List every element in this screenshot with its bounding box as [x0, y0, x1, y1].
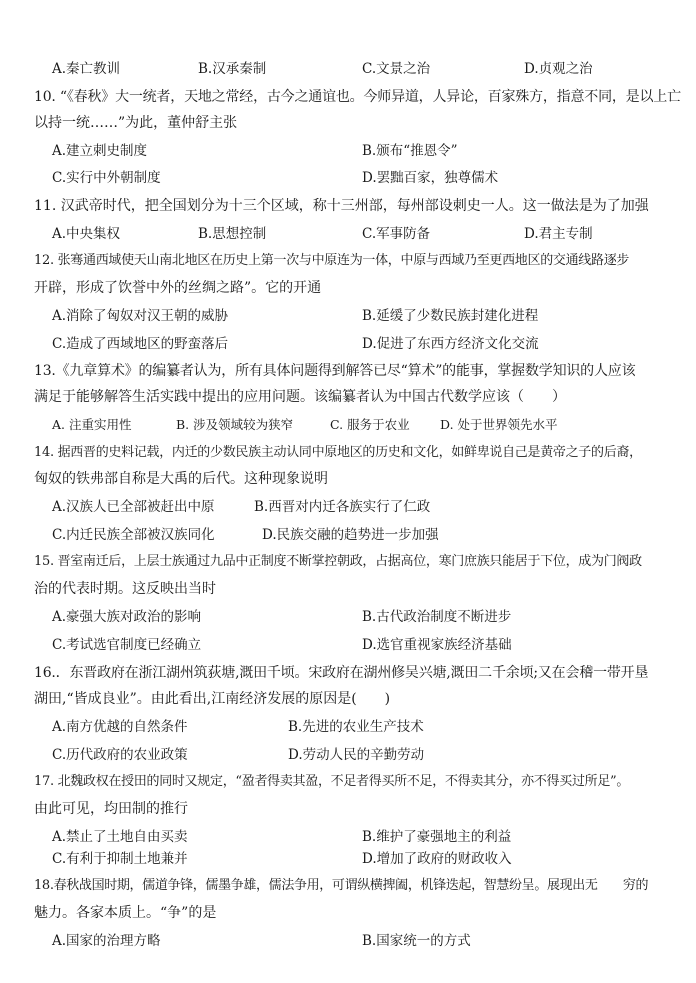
- option-a: A.国家的治理方略: [52, 933, 161, 949]
- question-stem-line: 魅力。各家本质上。“争”的是: [34, 905, 217, 921]
- option-d: D.促进了东西方经济文化交流: [362, 336, 539, 352]
- question-stem-line: 以持一统……”为此，董仲舒主张: [34, 115, 238, 131]
- option-c: C.考试选官制度已经确立: [52, 637, 202, 653]
- option-d: D.选官重视家族经济基础: [362, 637, 512, 653]
- option-a: A.南方优越的自然条件: [52, 719, 188, 735]
- option-c: C.造成了西域地区的野蛮落后: [52, 336, 229, 352]
- option-d: D.君主专制: [524, 226, 593, 242]
- option-b: B.西晋对内迁各族实行了仁政: [254, 499, 431, 515]
- option-a: A. 注重实用性: [52, 417, 132, 432]
- option-d: D. 处于世界领先水平: [440, 417, 558, 432]
- question-stem-line: 12. 张骞通西域使天山南北地区在历史上第一次与中原连为一体，中原与西域乃至更西地区的交通线路逐步: [34, 253, 630, 268]
- question-stem-line: 湖田,“皆成良业”。由此看出,江南经济发展的原因是( ): [34, 691, 391, 707]
- option-d: D.贞观之治: [524, 61, 593, 77]
- option-b: B.颁布“推恩令”: [362, 143, 458, 159]
- option-b: B.思想控制: [198, 226, 267, 242]
- option-d: D.增加了政府的财政收入: [362, 851, 512, 867]
- option-b: B.国家统一的方式: [362, 933, 471, 949]
- question-stem-line: 13.《九章算术》的编纂者认为，所有具体问题得到解答已尽“算术”的能事，掌握数学知识的人应该: [34, 363, 636, 379]
- option-c: C.军事防备: [362, 226, 431, 242]
- option-b: B.古代政治制度不断进步: [362, 609, 512, 625]
- question-stem-line: 17. 北魏政权在授田的同时又规定，“盈者得卖其盈，不足者得买所不足，不得卖其分，亦不得买过所足”。: [34, 774, 630, 789]
- option-c: C.文景之治: [362, 61, 431, 77]
- option-a: A.消除了匈奴对汉王朝的威胁: [52, 308, 229, 324]
- question-stem-line: 16.．东晋政府在浙江湖州筑荻塘,溉田千顷。宋政府在湖州修吴兴塘,溉田二千余顷;又在会稽一带开垦: [34, 665, 649, 681]
- question-stem-line: 满足于能够解答生活实践中提出的应用问题。该编纂者认为中国古代数学应该（ ）: [34, 389, 566, 405]
- option-c: C.有利于抑制土地兼并: [52, 851, 188, 867]
- question-stem-line: 匈奴的铁弗部自称是大禹的后代。这种现象说明: [34, 471, 328, 487]
- question-stem-line: 治的代表时期。这反映出当时: [34, 581, 216, 597]
- option-a: A.中央集权: [52, 226, 121, 242]
- option-c: C.历代政府的农业政策: [52, 747, 188, 763]
- question-stem-line: 14. 据西晋的史料记载，内迁的少数民族主动认同中原地区的历史和文化，如鲜卑说自己是黄帝之子的后裔，: [34, 445, 642, 460]
- option-a: A.禁止了土地自由买卖: [52, 829, 188, 845]
- option-a: A.豪强大族对政治的影响: [52, 609, 202, 625]
- question-stem-line: 10. “《春秋》大一统者，天地之常经，古今之通谊也。今师异道，人异论，百家殊方，指意不同，是以上亡: [34, 89, 681, 105]
- question-stem-line: 开辟，形成了饮誉中外的丝绸之路”。它的开通: [34, 280, 322, 296]
- option-d: D.民族交融的趋势进一步加强: [262, 527, 439, 543]
- option-b: B. 涉及领域较为狭窄: [176, 417, 294, 432]
- question-stem-line: 18.春秋战国时期，儒道争锋，儒墨争雄，儒法争用，可谓纵横捭阖，机锋迭起，智慧纷呈。展现出无 穷的: [34, 878, 649, 893]
- option-a: A.秦亡教训: [52, 61, 121, 77]
- question-stem-line: 11. 汉武帝时代，把全国划分为十三个区域，称十三州部，每州部设刺史一人。这一做法是为了加强: [34, 198, 649, 214]
- question-stem-line: 15. 晋室南迁后，上层士族通过九品中正制度不断掌控朝政，占据高位，寒门庶族只能居于下位，成为门阀政: [34, 554, 642, 569]
- option-c: C.实行中外朝制度: [52, 170, 161, 186]
- option-d: D.劳动人民的辛勤劳动: [288, 747, 425, 763]
- option-a: A.汉族人已全部被赶出中原: [52, 499, 215, 515]
- option-b: B.汉承秦制: [198, 61, 267, 77]
- question-stem-line: 由此可见，均田制的推行: [34, 801, 188, 817]
- option-b: B.先进的农业生产技术: [288, 719, 424, 735]
- option-b: B.维护了豪强地主的利益: [362, 829, 512, 845]
- option-a: A.建立刺史制度: [52, 143, 148, 159]
- option-c: C. 服务于农业: [330, 417, 410, 432]
- option-b: B.延缓了少数民族封建化进程: [362, 308, 539, 324]
- option-c: C.内迁民族全部被汉族同化: [52, 527, 215, 543]
- option-d: D.罢黜百家，独尊儒术: [362, 170, 499, 186]
